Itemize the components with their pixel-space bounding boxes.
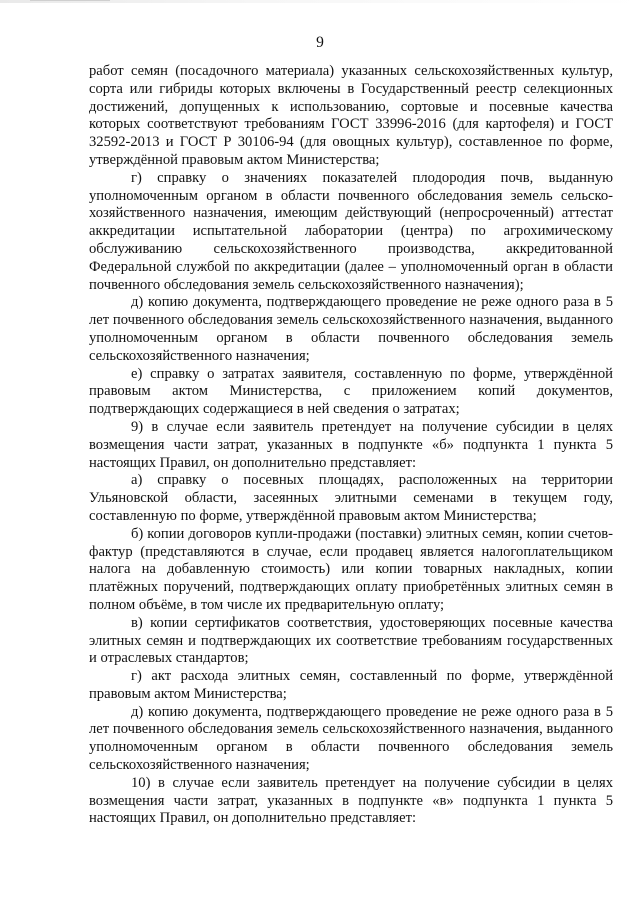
paragraph-item-e-costs: е) справку о затратах заявителя, составленную по форме, утверждённой правовым актом Министерства, с приложением копий документов, подтверждающих содержащиеся в ней сведения о затратах; bbox=[89, 365, 613, 418]
paragraph-item-d-soil-survey: д) копию документа, подтверждающего проведение не реже одного раза в 5 лет почвенного обследования земель сельскохозяйственного назначения, выданного уполномоченным органом в области почвенного обследования земель сельскохозяйственного назначения; bbox=[89, 294, 613, 364]
scan-top-edge bbox=[0, 0, 640, 3]
paragraph-item-v-certificates: в) копии сертификатов соответствия, удостоверяющих посевные качества элитных семян и подтверждающих их соответствие требованиям государственных и отраслевых стандартов; bbox=[89, 614, 613, 667]
document-body bbox=[89, 63, 613, 828]
paragraph-item-g-seed-act: г) акт расхода элитных семян, составленный по форме, утверждённой правовым актом Министерства; bbox=[89, 668, 613, 702]
paragraph-item-a-sown-areas: а) справку о посевных площадях, расположенных на территории Ульяновской области, засеянных элитными семенами в текущем году, составленную по форме, утверждённой правовым актом Министерства; bbox=[89, 472, 613, 524]
paragraph-item-b-contracts: б) копии договоров купли-продажи (поставки) элитных семян, копии счетов-фактур (представляются в случае, если продавец является налогоплательщиком налога на добавленную стоимость) или копии товарных накладных, копии платёжных поручений, подтверждающих оплату приобретённых элитных семян в полном объёме, в том числе их предварительную оплату; bbox=[89, 525, 613, 613]
paragraph-item-g-soil-fertility: г) справку о значениях показателей плодородия почв, выданную уполномоченным органом в области почвенного обследования земель сельскохозяйственного назначения, имеющим действующий (непросроченный) аттестат аккредитации испытательной лаборатории (центра) по агрохимическому обслуживанию сельскохозяйственного производства, аккредитованной Федеральной службой по аккредитации (далее – уполномоченный орган в области почвенного обследования земель сельскохозяйственного назначения); bbox=[89, 169, 613, 293]
paragraph-continuation: работ семян (посадочного материала) указанных сельскохозяйственных культур, сорта или гибриды которых включены в Государственный реестр селекционных достижений, допущенных к использованию, сортовые и посевные качества которых соответствуют требованиям ГОСТ 33996-2016 (для картофеля) и ГОСТ 32592-2013 и ГОСТ Р 30106-94 (для овощных культур), составленное по форме, утверждённой правовым актом Министерства; bbox=[89, 63, 613, 168]
paragraph-point-10: 10) в случае если заявитель претендует на получение субсидии в целях возмещения части затрат, указанных в подпункте «в» подпункта 1 пункта 5 настоящих Правил, он дополнительно представляет: bbox=[89, 774, 613, 827]
paragraph-point-9: 9) в случае если заявитель претендует на получение субсидии в целях возмещения части затрат, указанных в подпункте «б» подпункта 1 пункта 5 настоящих Правил, он дополнительно представляет: bbox=[89, 418, 613, 471]
paragraph-item-d-soil-survey-2: д) копию документа, подтверждающего проведение не реже одного раза в 5 лет почвенного обследования земель сельскохозяйственного назначения, выданного уполномоченным органом в области почвенного обследования земель сельскохозяйственного назначения; bbox=[89, 703, 613, 774]
page-number: 9 bbox=[316, 34, 324, 51]
